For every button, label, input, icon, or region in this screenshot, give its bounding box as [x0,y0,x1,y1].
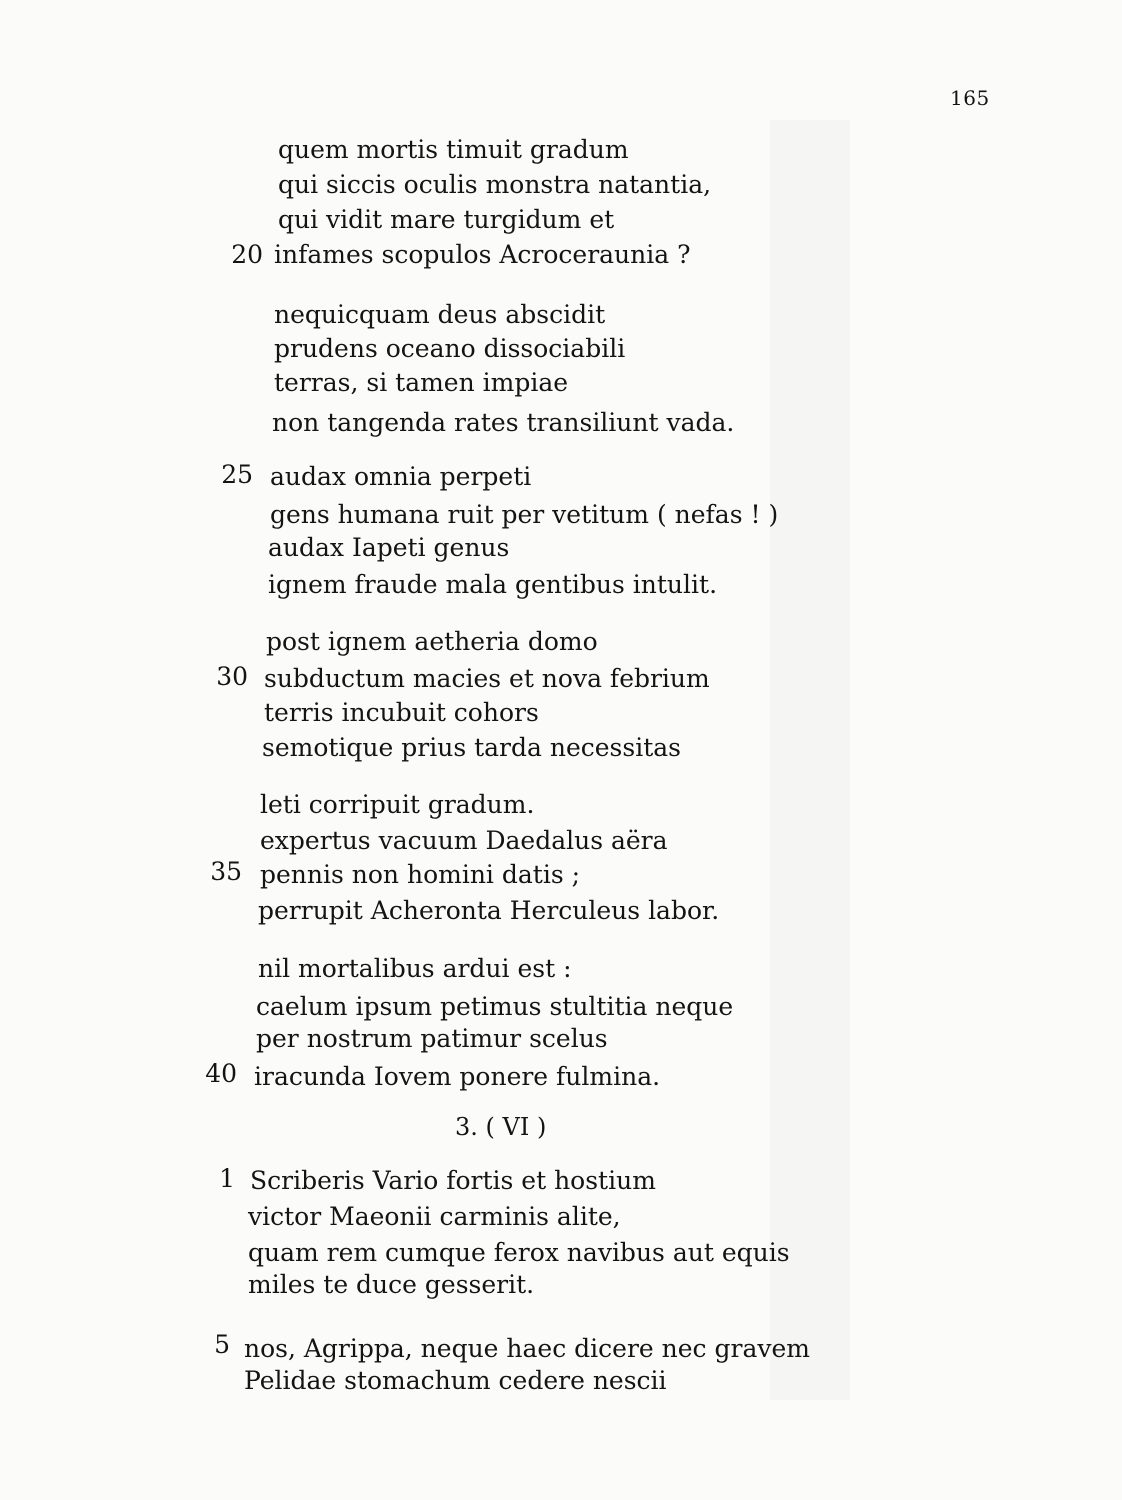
verse-line: nequicquam deus abscidit [274,300,606,329]
verse-line: qui vidit mare turgidum et [278,205,615,234]
poem-heading: 3. ( VI ) [455,1113,547,1141]
verse-line: non tangenda rates transiliunt vada. [272,408,735,437]
line-number: 1 [219,1164,235,1193]
verse-line: Scriberis Vario fortis et hostium [250,1166,656,1195]
verse-line: miles te duce gesserit. [248,1270,535,1299]
verse-line: semotique prius tarda necessitas [262,733,681,762]
verse-line: nos, Agrippa, neque haec dicere nec gravem [244,1334,810,1363]
page-number: 165 [950,86,990,110]
verse-line: terris incubuit cohors [264,698,539,727]
verse-line: iracunda Iovem ponere fulmina. [254,1062,661,1091]
verse-line: infames scopulos Acroceraunia ? [274,240,691,269]
line-number: 35 [210,857,242,886]
line-number: 5 [214,1330,230,1359]
verse-line: quem mortis timuit gradum [278,135,629,164]
verse-line: Pelidae stomachum cedere nescii [244,1366,667,1395]
verse-line: gens humana ruit per vetitum ( nefas ! ) [270,500,779,529]
line-number: 30 [216,662,248,691]
verse-line: caelum ipsum petimus stultitia neque [256,992,734,1021]
verse-line: pennis non homini datis ; [260,860,581,889]
verse-line: post ignem aetheria domo [266,627,598,656]
verse-line: victor Maeonii carminis alite, [248,1202,621,1231]
line-number: 40 [205,1059,237,1088]
verse-line: expertus vacuum Daedalus aëra [260,826,668,855]
verse-line: audax Iapeti genus [268,533,510,562]
line-number: 25 [221,460,253,489]
verse-line: audax omnia perpeti [270,462,532,491]
verse-line: leti corripuit gradum. [260,790,535,819]
verse-line: per nostrum patimur scelus [256,1024,608,1053]
verse-line: quam rem cumque ferox navibus aut equis [248,1238,790,1267]
verse-line: prudens oceano dissociabili [274,334,626,363]
verse-line: terras, si tamen impiae [274,368,569,397]
verse-line: perrupit Acheronta Herculeus labor. [258,896,720,925]
bleed-through [770,120,850,1400]
line-number: 20 [231,240,263,269]
verse-line: subductum macies et nova febrium [264,664,710,693]
verse-line: nil mortalibus ardui est : [258,954,572,983]
verse-line: ignem fraude mala gentibus intulit. [268,570,718,599]
verse-line: qui siccis oculis monstra natantia, [278,170,712,199]
